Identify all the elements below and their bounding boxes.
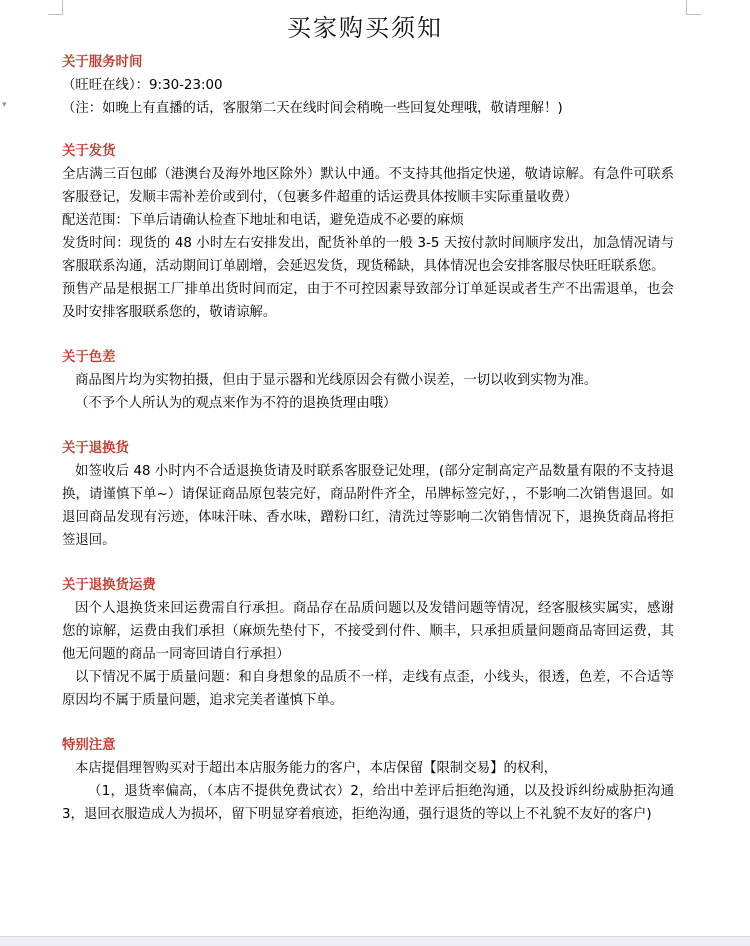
- paragraph: （1，退货率偏高，（本店不提供免费试衣）2，给出中差评后拒绝沟通，以及投诉纠纷威胁拒沟通 3，退回衣服造成人为损坏，留下明显穿着痕迹，拒绝沟通，强行退货的等以上不礼貌不友好的客户): [62, 784, 674, 822]
- paragraph: （不予个人所认为的观点来作为不符的退换货理由哦）: [75, 396, 397, 411]
- section-heading: 关于发货: [62, 144, 116, 159]
- paragraph: 发货时间：现货的 48 小时左右安排发出，配货补单的一般 3-5 天按付款时间顺序发出，加急情况请与客服联系沟通，活动期间订单剧增，会延迟发货，现货稀缺，具体情况也会安排客服尽快旺旺联系您。: [62, 236, 674, 274]
- paragraph: 配送范围：下单后请确认检查下地址和电话，避免造成不必要的麻烦: [62, 213, 464, 228]
- section-heading: 关于色差: [62, 350, 116, 365]
- section-heading: 特别注意: [62, 738, 116, 753]
- paragraph: 以下情况不属于质量问题：和自身想象的品质不一样，走线有点歪，小线头，很透，色差，不合适等原因均不属于质量问题，追求完美者谨慎下单。: [62, 670, 674, 708]
- paragraph: 如签收后 48 小时内不合适退换货请及时联系客服登记处理，(部分定制高定产品数量有限的不支持退换，请谨慎下单~）请保证商品原包装完好，商品附件齐全，吊牌标签完好，，不影响二次销售退回。如退回商品发现有污迹，体味汗味、香水味，蹭粉口红，清洗过等影响二次销售情况下，退换货商品将拒签退回。: [62, 464, 674, 548]
- paragraph: （旺旺在线）：9:30-23:00: [62, 78, 223, 93]
- paragraph: 预售产品是根据工厂排单出货时间而定，由于不可控因素导致部分订单延误或者生产不出需退单，也会及时安排客服联系您的，敬请谅解。: [62, 282, 674, 320]
- document-body: [62, 51, 674, 826]
- document-title: 买家购买须知: [287, 14, 443, 42]
- paragraph: 商品图片均为实物拍摄，但由于显示器和光线原因会有微小误差，一切以收到实物为准。: [75, 373, 598, 388]
- paragraph: （注：如晚上有直播的话，客服第二天在线时间会稍晚一些回复处理哦，敬请理解！): [62, 101, 563, 116]
- paragraph: 因个人退换货来回运费需自行承担。商品存在品质问题以及发错问题等情况，经客服核实属实，感谢您的谅解，运费由我们承担（麻烦先垫付下，不接受到付件、顺丰，只承担质量问题商品寄回运费，其他无问题的商品一同寄回请自行承担）: [62, 601, 674, 662]
- cursor-mark-icon: ▾: [2, 100, 7, 110]
- section-heading: 关于服务时间: [62, 55, 143, 70]
- paragraph: 本店提倡理智购买对于超出本店服务能力的客户，本店保留【限制交易】的权利，: [75, 761, 558, 776]
- section-heading: 关于退换货运费: [62, 578, 156, 593]
- paragraph: 全店满三百包邮（港澳台及海外地区除外）默认中通。不支持其他指定快递，敬请谅解。有急件可联系客服登记，发顺丰需补差价或到付，（包裹多件超重的话运费具体按顺丰实际重量收费）: [62, 167, 674, 205]
- section-heading: 关于退换货: [62, 441, 129, 456]
